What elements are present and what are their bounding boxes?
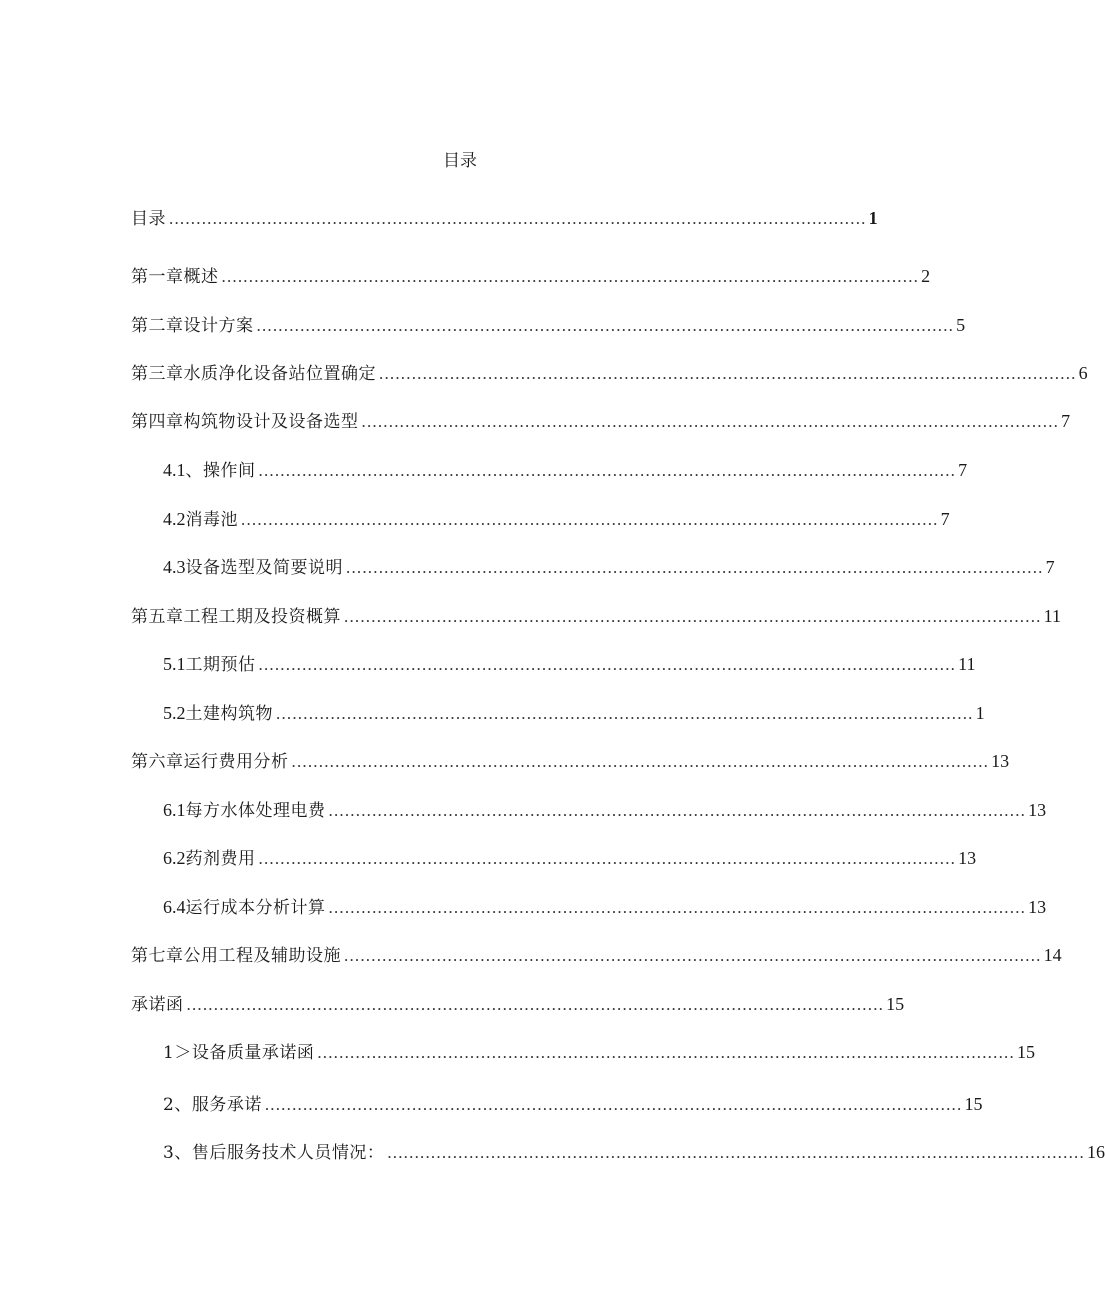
toc-entry[interactable] — [163, 456, 968, 481]
toc-entry-page: 15 — [964, 1094, 983, 1114]
toc-leader: ................................................................................................................................ — [186, 995, 885, 1014]
toc-entry-number: 4.3 — [163, 557, 186, 577]
toc-entry[interactable] — [131, 602, 1061, 627]
toc-leader: ................................................................................................................................ — [361, 412, 1060, 431]
toc-entry-page: 13 — [1028, 800, 1047, 820]
toc-leader: ................................................................................................................................ — [258, 655, 957, 674]
toc-entry-text: 、操作间 — [185, 461, 256, 481]
toc-entry[interactable] — [163, 1090, 983, 1115]
toc-entry[interactable] — [131, 747, 1010, 772]
toc-entry-text: 1＞设备质量承诺函 — [163, 1043, 315, 1063]
toc-entry-page: 6 — [1078, 363, 1088, 383]
toc-entry[interactable] — [131, 311, 966, 336]
toc-leader: ................................................................................................................................ — [328, 801, 1027, 820]
toc-entry[interactable] — [163, 844, 977, 869]
toc-entry-text: 工期预估 — [185, 655, 256, 675]
toc-leader: ................................................................................................................................ — [241, 510, 939, 529]
toc-leader: ................................................................................................................................ — [276, 704, 974, 723]
toc-entry-text: 第四章构筑物设计及设备选型 — [131, 412, 359, 432]
toc-entry-number: 6.4 — [163, 897, 186, 917]
toc-entry-page: 16 — [1086, 1142, 1105, 1162]
toc-leader: ................................................................................................................................ — [291, 752, 990, 771]
toc-entry[interactable] — [131, 941, 1062, 966]
toc-entry-number: 6.2 — [163, 848, 186, 868]
toc-leader: ................................................................................................................................ — [256, 316, 955, 335]
toc-leader: ................................................................................................................................ — [346, 558, 1044, 577]
toc-entry[interactable] — [131, 990, 905, 1015]
toc-entry-number: 6.1 — [163, 800, 186, 820]
toc-entry-page: 11 — [958, 654, 976, 674]
toc-leader: ................................................................................................................................ — [328, 898, 1027, 917]
toc-entry-text: 消毒池 — [185, 510, 238, 530]
toc-entry[interactable] — [163, 1138, 1105, 1163]
toc-entry-text: 3、售后服务技术人员情况： — [163, 1143, 385, 1163]
toc-leader: ................................................................................................................................ — [258, 461, 957, 480]
toc-entry-page: 14 — [1043, 945, 1062, 965]
toc-entry-text: 运行成本分析计算 — [185, 898, 326, 918]
toc-entry[interactable] — [131, 407, 1071, 432]
toc-entry-page: 11 — [1043, 606, 1061, 626]
toc-entry-page: 5 — [956, 315, 966, 335]
toc-leader: ................................................................................................................................ — [264, 1095, 963, 1114]
toc-entry[interactable] — [163, 699, 985, 724]
toc-entry-number: 5.2 — [163, 703, 186, 723]
toc-entry-text: 每方水体处理电费 — [185, 801, 326, 821]
toc-entry-number: 4.2 — [163, 509, 186, 529]
toc-entry-text: 第六章运行费用分析 — [131, 752, 289, 772]
toc-entry-text: 第七章公用工程及辅助设施 — [131, 946, 341, 966]
toc-leader: ................................................................................................................................ — [317, 1043, 1015, 1062]
toc-leader: ................................................................................................................................ — [344, 946, 1042, 965]
toc-leader: ................................................................................................................................ — [344, 607, 1042, 626]
toc-entry-text: 设备选型及简要说明 — [185, 558, 343, 578]
toc-entry-page: 1 — [868, 208, 878, 228]
toc-leader: ................................................................................................................................ — [379, 364, 1077, 383]
toc-leader: ................................................................................................................................ — [221, 267, 920, 286]
toc-entry[interactable] — [163, 796, 1047, 821]
toc-entry-text: 第三章水质净化设备站位置确定 — [131, 364, 376, 384]
toc-entry[interactable] — [163, 1038, 1035, 1063]
toc-entry-number: 5.1 — [163, 654, 186, 674]
toc-entry-number: 4.1 — [163, 460, 186, 480]
toc-leader: ................................................................................................................................ — [169, 209, 867, 228]
toc-entry-page: 2 — [921, 266, 931, 286]
toc-entry-page: 15 — [1016, 1042, 1035, 1062]
toc-entry[interactable] — [131, 359, 1088, 384]
toc-entry-page: 7 — [940, 509, 950, 529]
toc-entry[interactable] — [131, 204, 878, 229]
toc-entry-text: 2、服务承诺 — [163, 1095, 262, 1115]
toc-entry[interactable] — [163, 650, 976, 675]
toc-entry-text: 土建构筑物 — [185, 704, 273, 724]
toc-title: 目录 — [443, 151, 477, 171]
toc-entry-page: 7 — [958, 460, 968, 480]
toc-entry-page: 13 — [1028, 897, 1047, 917]
toc-entry-page: 7 — [1061, 411, 1071, 431]
toc-entry-text: 第二章设计方案 — [131, 316, 254, 336]
toc-entry-page: 13 — [991, 751, 1010, 771]
toc-entry[interactable] — [163, 553, 1055, 578]
toc-entry-text: 第一章概述 — [131, 267, 219, 287]
toc-entry-page: 7 — [1045, 557, 1055, 577]
toc-entry-page: 13 — [958, 848, 977, 868]
toc-entry-text: 药剂费用 — [185, 849, 256, 869]
toc-leader: ................................................................................................................................ — [387, 1143, 1085, 1162]
toc-entry[interactable] — [163, 505, 950, 530]
toc-entry[interactable] — [163, 893, 1047, 918]
toc-entry-text: 第五章工程工期及投资概算 — [131, 607, 341, 627]
toc-leader: ................................................................................................................................ — [258, 849, 957, 868]
toc-entry-page: 15 — [886, 994, 905, 1014]
toc-entry-text: 承诺函 — [131, 995, 184, 1015]
toc-entry-text: 目录 — [131, 209, 166, 229]
toc-entry-page: 1 — [975, 703, 985, 723]
toc-entry[interactable] — [131, 262, 931, 287]
